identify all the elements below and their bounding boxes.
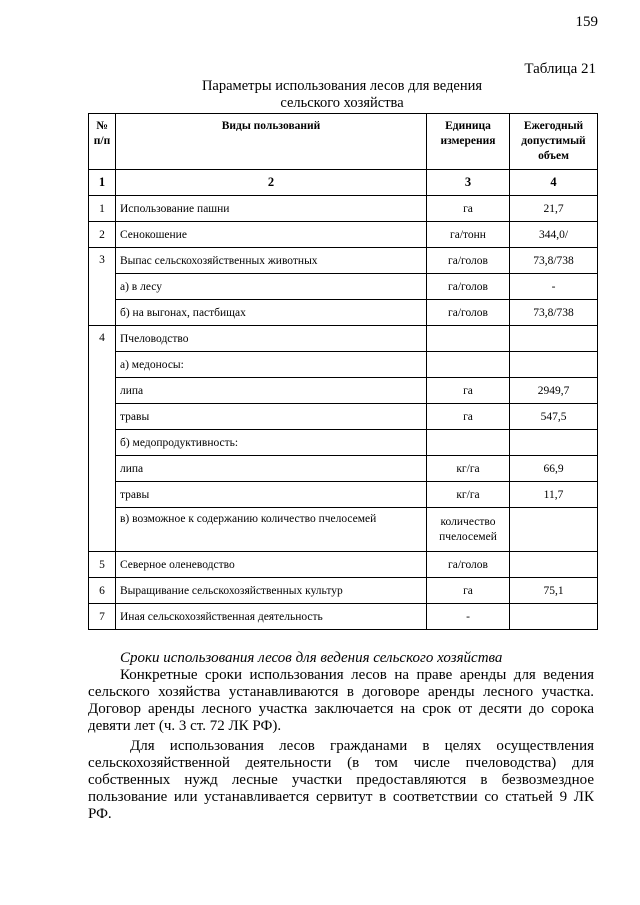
row-num: 4: [89, 326, 116, 552]
row-value: 547,5: [510, 404, 598, 430]
row-value: 75,1: [510, 578, 598, 604]
row-value: [510, 552, 598, 578]
table-row: [89, 300, 598, 326]
row-kind: Сенокошение: [116, 222, 427, 248]
row-kind: Иная сельскохозяйственная деятельность: [116, 604, 427, 630]
table-row: [89, 352, 598, 378]
table-row: [89, 378, 598, 404]
row-kind: Выращивание сельскохозяйственных культур: [116, 578, 427, 604]
row-kind: травы: [116, 482, 427, 508]
paragraph-free-use: Для использования лесов гражданами в целях осуществления сельскохозяйственной деятельности (в том числе пчеловодства) для собственных нужд лесные участки предоставляются в безвозмездное пользование или устанавливается сервитут в соответствии со статьей 9 ЛК РФ.: [88, 738, 594, 822]
header-allowed: Ежегодный допустимый объем: [510, 114, 598, 170]
row-kind: травы: [116, 404, 427, 430]
row-unit: [427, 430, 510, 456]
row-unit: [427, 352, 510, 378]
table-row: [89, 404, 598, 430]
row-kind: Пчеловодство: [116, 326, 427, 352]
row-unit: -: [427, 604, 510, 630]
row-value: [510, 508, 598, 552]
row-kind: Выпас сельскохозяйственных животных: [116, 248, 427, 274]
table-row: [89, 430, 598, 456]
table-row: [89, 196, 598, 222]
row-unit: га/голов: [427, 300, 510, 326]
column-number: 4: [510, 170, 598, 196]
table-header-row: [89, 114, 598, 170]
row-unit: кг/га: [427, 482, 510, 508]
row-num: 7: [89, 604, 116, 630]
row-value: 73,8/738: [510, 248, 598, 274]
table-row: [89, 456, 598, 482]
column-number: 2: [116, 170, 427, 196]
row-unit-line1: количество: [440, 515, 496, 528]
table-row: [89, 326, 598, 352]
row-unit: [427, 326, 510, 352]
column-number-row: [89, 170, 598, 196]
header-num: № п/п: [89, 114, 116, 170]
section-heading: Сроки использования лесов для ведения сельского хозяйства: [120, 650, 503, 666]
row-unit: га: [427, 378, 510, 404]
table-title-line1: Параметры использования лесов для ведения: [201, 78, 483, 94]
header-kind: Виды пользований: [116, 114, 427, 170]
row-kind: а) медоносы:: [116, 352, 427, 378]
row-unit: [427, 508, 510, 552]
row-value: [510, 604, 598, 630]
header-unit: Единица измерения: [427, 114, 510, 170]
row-value: 344,0/: [510, 222, 598, 248]
row-kind: в) возможное к содержанию количество пчелосемей: [116, 508, 427, 552]
row-unit: га/голов: [427, 274, 510, 300]
table-row: [89, 552, 598, 578]
row-kind: липа: [116, 378, 427, 404]
column-number: 3: [427, 170, 510, 196]
row-num: 5: [89, 552, 116, 578]
row-unit: га: [427, 404, 510, 430]
row-num: 6: [89, 578, 116, 604]
row-unit: кг/га: [427, 456, 510, 482]
row-value: 73,8/738: [510, 300, 598, 326]
row-kind: а) в лесу: [116, 274, 427, 300]
row-value: 21,7: [510, 196, 598, 222]
table-row: [89, 274, 598, 300]
row-num: 1: [89, 196, 116, 222]
table-row: [89, 508, 598, 552]
row-num: 2: [89, 222, 116, 248]
table-title-line2: сельского хозяйства: [280, 95, 404, 111]
row-value: 2949,7: [510, 378, 598, 404]
row-value: 11,7: [510, 482, 598, 508]
table-title: [88, 78, 596, 112]
row-value: [510, 326, 598, 352]
table-row: [89, 248, 598, 274]
row-unit: га/голов: [427, 248, 510, 274]
page-number: 159: [575, 14, 598, 30]
row-kind: Использование пашни: [116, 196, 427, 222]
column-number: 1: [89, 170, 116, 196]
row-kind: липа: [116, 456, 427, 482]
row-value: 66,9: [510, 456, 598, 482]
table-row: [89, 578, 598, 604]
row-kind: б) на выгонах, пастбищах: [116, 300, 427, 326]
paragraph-lease-terms: Конкретные сроки использования лесов на праве аренды для ведения сельского хозяйства устанавливаются в договоре аренды лесного участка. Договор аренды лесного участка заключается на срок от десяти до сорока девяти лет (ч. 3 ст. 72 ЛК РФ).: [88, 667, 594, 734]
row-unit-line2: пчелосемей: [439, 530, 497, 543]
row-kind: б) медопродуктивность:: [116, 430, 427, 456]
row-unit: га/тонн: [427, 222, 510, 248]
row-num: 3: [89, 248, 116, 326]
table-row: [89, 482, 598, 508]
table-row: [89, 222, 598, 248]
table-row: [89, 604, 598, 630]
parameters-table: [88, 113, 598, 630]
table-label: Таблица 21: [524, 61, 596, 77]
row-value: [510, 430, 598, 456]
row-value: -: [510, 274, 598, 300]
row-kind: Северное оленеводство: [116, 552, 427, 578]
row-unit: га: [427, 196, 510, 222]
row-unit: га: [427, 578, 510, 604]
row-value: [510, 352, 598, 378]
row-unit: га/голов: [427, 552, 510, 578]
